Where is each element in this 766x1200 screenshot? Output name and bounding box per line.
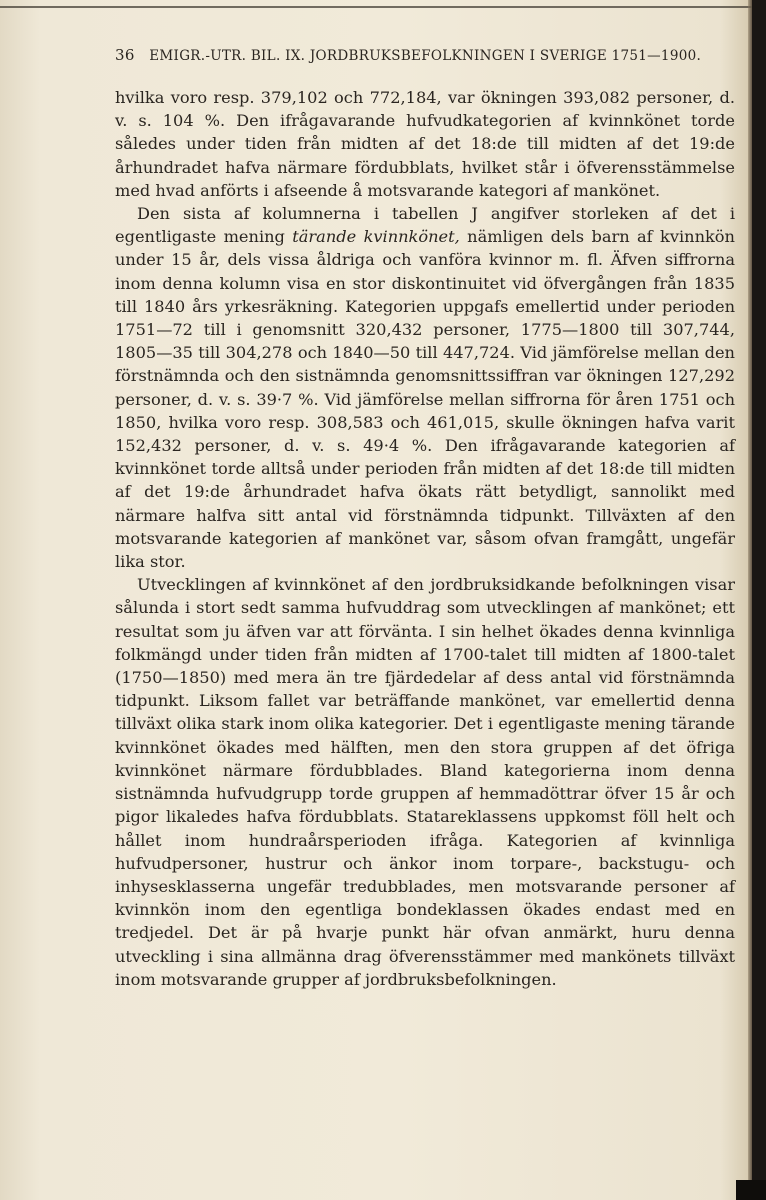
running-title: EMIGR.-UTR. BIL. IX. JORDBRUKSBEFOLKNINGEN I SVERIGE 1751—1900. xyxy=(149,48,702,64)
paragraph-2-after: nämligen dels barn af kvinnkön under 15 år, dels vissa åldriga och vanföra kvinnor m. fl. Äfven siffrorna inom denna kolumn visa en stor diskontinuitet vid öfvergången från 1835 till 1840 års yrkesräkning. Kategorien uppgafs emellertid under perioden 1751—72 till i genomsnitt 320,432 personer, 1775—1800 till 307,744, 1805—35 till 304,278 och 1840—50 till 447,724. Vid jämförelse mellan den förstnämnda och den sistnämnda genomsnittssiffran var ökningen 127,292 personer, d. v. s. 39·7 %. Vid jämförelse mellan siffrorna för åren 1751 och 1850, hvilka voro resp. 308,583 och 461,015, skulle ökningen hafva varit 152,432 personer, d. v. s. 49·4 %. Den ifrågavarande kategorien af kvinnkönet torde alltså under perioden från midten af det 18:de till midten af det 19:de århundradet hafva ökats rätt betydligt, sannolikt med närmare halfva sitt antal vid förstnämnda tidpunkt. Tillväxten af den motsvarande kategorien af mankönet var, såsom ofvan framgått, ungefär lika stor. xyxy=(115,227,735,572)
page-number: 36 xyxy=(115,46,135,64)
paragraph-2-before: Den sista af kolumnerna i tabellen J angifver storleken af det i egentligaste mening xyxy=(115,204,735,247)
paragraph-1: hvilka voro resp. 379,102 och 772,184, var ökningen 393,082 personer, d. v. s. 104 %. Den ifrågavarande hufvudkategorien af kvinnkönet torde således under tiden från midten af det 18:de till midten af det 19:de århundradet hafva närmare fördubblats, hvilket står i öfverensstämmelse med hvad anförts i afseende å motsvarande kategori af mankönet. xyxy=(115,88,735,200)
running-header xyxy=(115,46,745,64)
paragraph-2 xyxy=(115,202,735,573)
paragraph-2-emphasis: tärande kvinnkönet, xyxy=(292,227,460,247)
book-spine xyxy=(752,0,766,1200)
top-rule xyxy=(0,6,752,8)
body-text xyxy=(115,86,735,991)
corner-shadow xyxy=(736,1180,766,1200)
paragraph-3: Utvecklingen af kvinnkönet af den jordbruksidkande befolkningen visar sålunda i stort sedt samma hufvuddrag som utvecklingen af mankönet; ett resultat som ju äfven var att förvänta. I sin helhet ökades denna kvinnliga folkmängd under tiden från midten af 1700-talet till midten af 1800-talet (1750—1850) med mera än tre fjärdedelar af dess antal vid förstnämnda tidpunkt. Liksom fallet var beträffande mankönet, var emellertid denna tillväxt olika stark inom olika kategorier. Det i egentligaste mening tärande kvinnkönet ökades med hälften, men den stora gruppen af det öfriga kvinnkönet närmare fördubblades. Bland kategorierna inom denna sistnämnda hufvudgrupp torde gruppen af hemmadöttrar öfver 15 år och pigor likaledes hafva fördubblats. Statareklassens uppkomst föll helt och hållet inom hundraårsperioden ifråga. Kategorien af kvinnliga hufvudpersoner, hustrur och änkor inom torpare-, backstugu- och inhysesklasserna ungefär tredubblades, men motsvarande personer af kvinnkön inom den egentliga bondeklassen ökades endast med en tredjedel. Det är på hvarje punkt här ofvan anmärkt, huru denna utveckling i sina allmänna drag öfverensstämmer med mankönets tillväxt inom motsvarande grupper af jordbruksbefolkningen. xyxy=(115,575,735,989)
